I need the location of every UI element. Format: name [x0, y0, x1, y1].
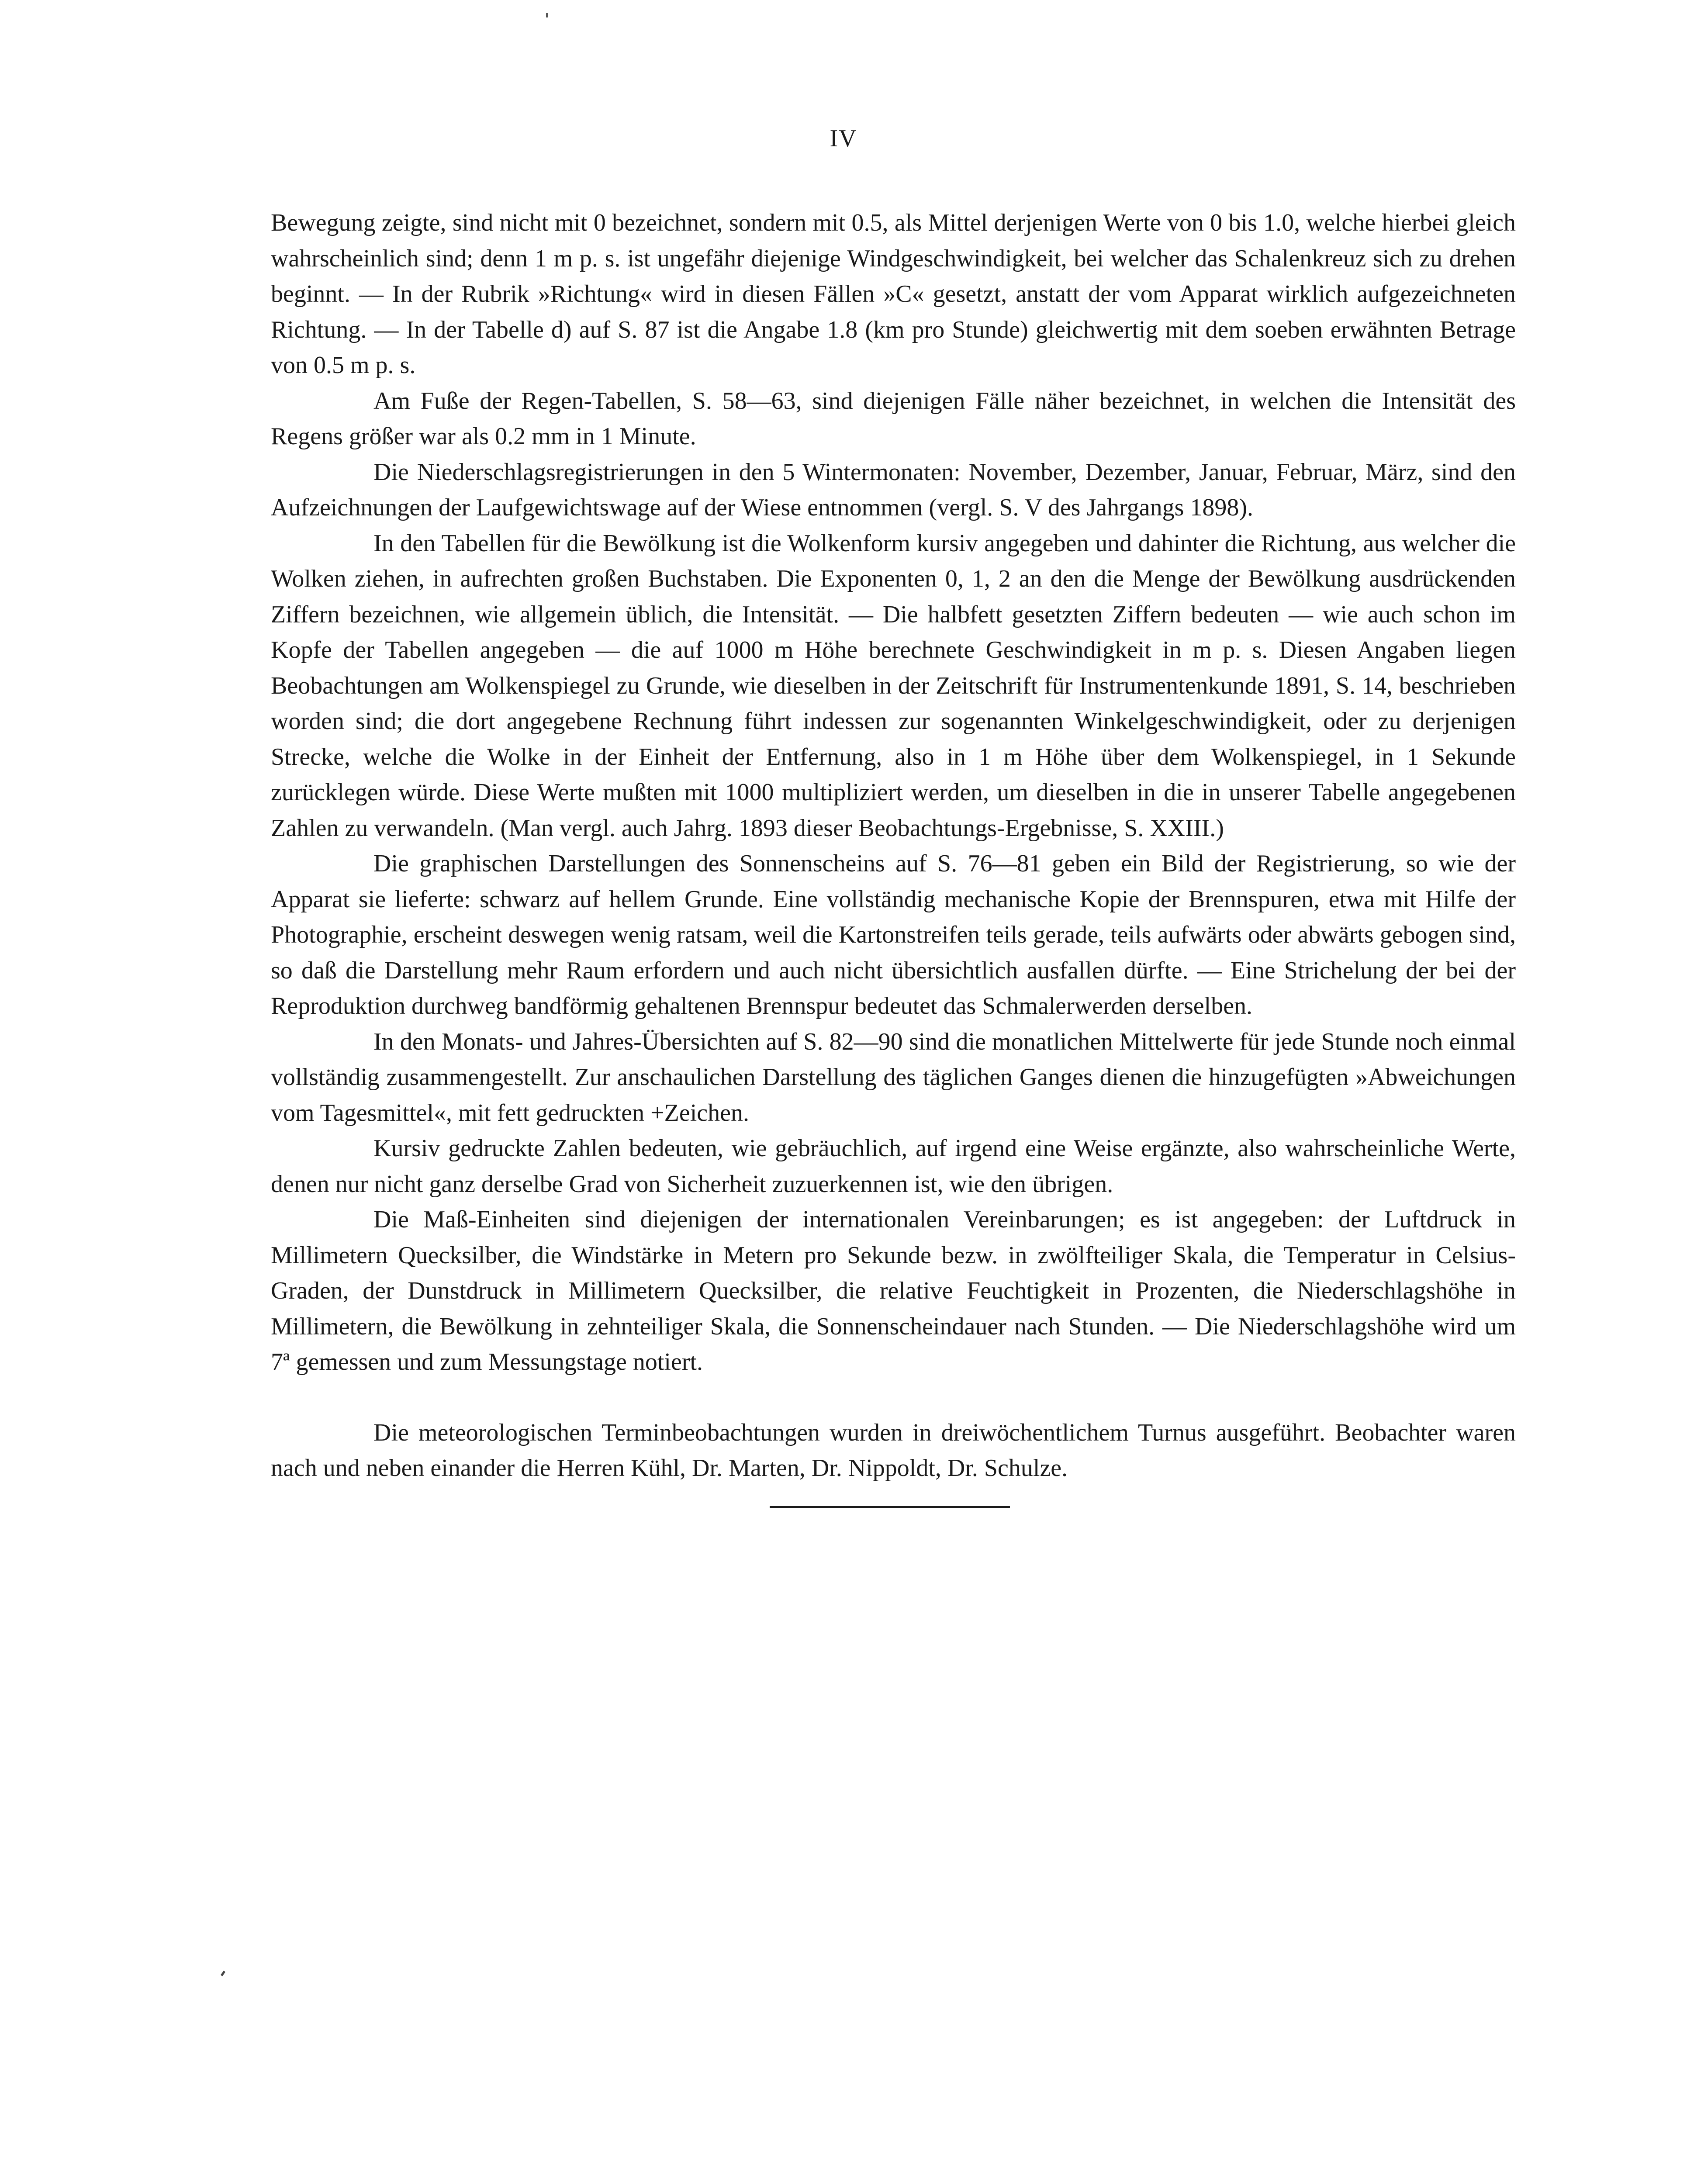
paragraph-niederschlag: Die Niederschlagsregistrierungen in den 5 Wintermonaten: November, Dezember, Januar, Februar, März, sind den Aufzeichnungen der Laufgewichtswage auf der Wiese entnommen (vergl. S. V des Jahrgangs 1898). — [271, 458, 1516, 521]
paragraph-bewoelkung: In den Tabellen für die Bewölkung ist die Wolkenform kursiv angegeben und dahinter die Richtung, aus welcher die Wolken ziehen, in aufrechten großen Buchstaben. Die Exponenten 0, 1, 2 an den die Menge der Bewölkung ausdrückenden Ziffern bezeichnen, wie allgemein üblich, die Intensität. — Die halbfett gesetzten Ziffern bedeuten — wie auch schon im Kopfe der Tabellen angegeben — die auf 1000 m Höhe berechnete Geschwindigkeit in m p. s. Diesen Angaben liegen Beobachtungen am Wolkenspiegel zu Grunde, wie dieselben in der Zeitschrift für Instrumentenkunde 1891, S. 14, beschrieben worden sind; die dort angegebene Rechnung führt indessen zur sogenannten Winkelgeschwindigkeit, oder zu derjenigen Strecke, welche die Wolke in der Einheit der Entfernung, also in 1 m Höhe über dem Wolkenspiegel, in 1 Sekunde zurücklegen würde. Diese Werte mußten mit 1000 multipliziert werden, um dieselben in die in unserer Tabelle angegebenen Zahlen zu verwandeln. (Man vergl. auch Jahrg. 1893 dieser Beobachtungs-Ergebnisse, S. XXIII.) — [271, 529, 1516, 842]
paragraph-masseinheiten: Die Maß-Einheiten sind diejenigen der internationalen Vereinbarungen; es ist angegeben: der Luftdruck in Millimetern Quecksilber, die Windstärke in Metern pro Sekunde bezw. in zwölfteiliger Skala, die Temperatur in Celsius-Graden, der Dunstdruck in Millimetern Quecksilber, die relative Feuchtigkeit in Prozenten, die Niederschlagshöhe in Millimetern, die Bewölkung in zehnteiliger Skala, die Sonnenscheindauer nach Stunden. — Die Niederschlagshöhe wird um 7ª gemessen und zum Messungstage notiert. — [271, 1206, 1516, 1375]
paragraph-uebersichten: In den Monats- und Jahres-Übersichten auf S. 82—90 sind die monatlichen Mittelwerte für jede Stunde noch einmal vollständig zusammengestellt. Zur anschaulichen Darstellung des täglichen Ganges dienen die hinzugefügten »Abweichungen vom Tagesmittel«, mit fett gedruckten +Zeichen. — [271, 1028, 1516, 1127]
paragraph-beobachter: Die meteorologischen Terminbeobachtungen wurden in dreiwöchentlichem Turnus ausgeführt. Beobachter waren nach und neben einander die Herren Kühl, Dr. Marten, Dr. Nippoldt, Dr. Schulze. — [271, 1419, 1516, 1482]
page-number: IV — [830, 125, 857, 152]
paragraph-regen: Am Fuße der Regen-Tabellen, S. 58—63, sind diejenigen Fälle näher bezeichnet, in welchen die Intensität des Regens größer war als 0.2 mm in 1 Minute. — [271, 387, 1516, 450]
paragraph-sonnenschein: Die graphischen Darstellungen des Sonnenscheins auf S. 76—81 geben ein Bild der Registrierung, so wie der Apparat sie lieferte: schwarz auf hellem Grunde. Eine vollständig mechanische Kopie der Brennspuren, etwa mit Hilfe der Photographie, erscheint deswegen wenig ratsam, weil die Kartonstreifen teils gerade, teils aufwärts oder abwärts gebogen sind, so daß die Darstellung mehr Raum erfordern und auch nicht übersichtlich ausfallen dürfte. — Eine Strichelung der bei der Reproduktion durchweg bandförmig gehaltenen Brennspur bedeutet das Schmalerwerden derselben. — [271, 850, 1516, 1019]
page-speck — [546, 13, 548, 17]
paragraph-continuation: Bewegung zeigte, sind nicht mit 0 bezeichnet, sondern mit 0.5, als Mittel derjenigen Werte von 0 bis 1.0, welche hierbei gleich wahrscheinlich sind; denn 1 m p. s. ist ungefähr diejenige Windgeschwindigkeit, bei welcher das Schalenkreuz sich zu drehen beginnt. — In der Rubrik »Richtung« wird in diesen Fällen »C« gesetzt, anstatt der vom Apparat wirklich aufgezeichneten Richtung. — In der Tabelle d) auf S. 87 ist die Angabe 1.8 (km pro Stunde) gleichwertig mit dem soeben erwähnten Betrage von 0.5 m p. s. — [271, 209, 1516, 379]
paragraph-kursiv: Kursiv gedruckte Zahlen bedeuten, wie gebräuchlich, auf irgend eine Weise ergänzte, also wahrscheinliche Werte, denen nur nicht ganz derselbe Grad von Sicherheit zuzuerkennen ist, wie den übrigen. — [271, 1135, 1516, 1198]
closing-rule — [770, 1506, 1010, 1508]
body-text — [271, 205, 1516, 1486]
page-speck — [221, 1971, 225, 1977]
